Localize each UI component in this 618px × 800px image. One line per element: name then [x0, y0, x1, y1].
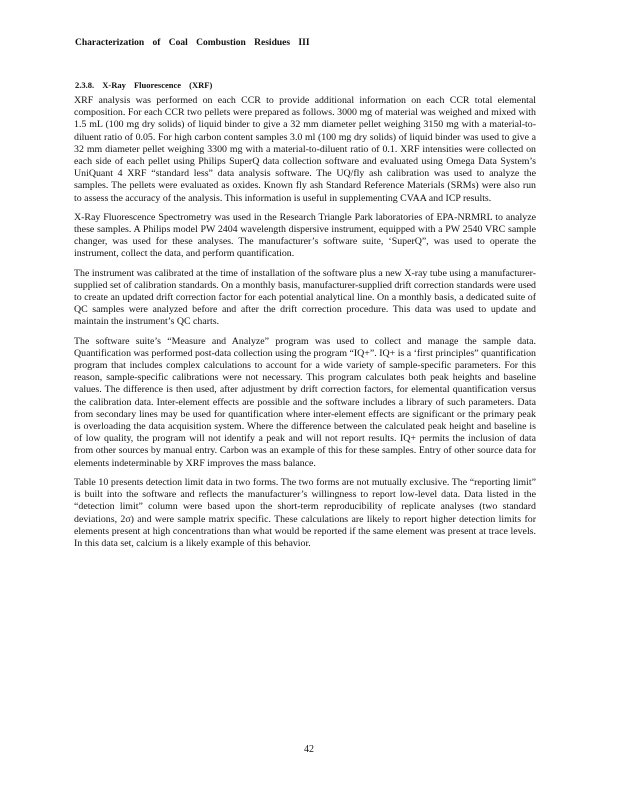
paragraph-xrf-sample-prep: XRF analysis was performed on each CCR to provide additional information on each CCR total elemental composition. For each CCR two pellets were prepared as follows. 3000 mg of material was weighed and mixed with 1.5 mL (100 mg dry solids) of liquid binder to give a 32 mm diameter pellet weighing 3150 mg with a material-to-diluent ratio of 0.05. For high carbon content samples 3.0 ml (100 mg dry solids) of liquid binder was used to give a 32 mm diameter pellet weighing 3300 mg with a material-to-diluent ratio of 0.1. XRF intensities were collected on each side of each pellet using Philips SuperQ data collection software and evaluated using Omega Data System’s UniQuant 4 XRF “standard less” data analysis software. The UQ/fly ash calibration was used to analyze the samples. The pellets were evaluated as oxides. Known fly ash Standard Reference Materials (SRMs) were also run to assess the accuracy of the analysis. This information is useful in supplementing CVAA and ICP results. — [74, 95, 536, 204]
paragraph-instrument: X-Ray Fluorescence Spectrometry was used in the Research Triangle Park laboratories of EPA-NRMRL to analyze these samples. A Philips model PW 2404 wavelength dispersive instrument, equipped with a PW 2540 VRC sample changer, was used for these analyses. The manufacturer’s software suite, ‘SuperQ”, was used to operate the instrument, collect the data, and perform quantification. — [74, 211, 536, 260]
paragraph-software: The software suite’s “Measure and Analyze” program was used to collect and manage the sample data. Quantification was performed post-data collection using the program “IQ+”. IQ+ is a ‘first principles” quantification program that includes complex calculations to account for a wide variety of sample-specific parameters. For this reason, sample-specific calibrations were not necessary. This program calculates both peak heights and baseline values. The difference is then used, after adjustment by drift correction factors, for elemental quantification versus the calibration data. Inter-element effects are possible and the software includes a library of such parameters. Data from secondary lines may be used for quantification where inter-element effects are significant or the primary peak is overloading the data acquisition system. Where the difference between the calculated peak height and baseline is of low quality, the program will not identify a peak and will not report results. IQ+ permits the inclusion of data from other sources by manual entry. Carbon was an example of this for these samples. Entry of other source data for elements indeterminable by XRF improves the mass balance. — [74, 335, 536, 469]
section-heading: 2.3.8. X-Ray Fluorescence (XRF) — [75, 80, 213, 90]
body-text — [74, 95, 536, 557]
page-number: 42 — [304, 744, 314, 755]
paragraph-detection-limits: Table 10 presents detection limit data in two forms. The two forms are not mutually exclusive. The “reporting limit” is built into the software and reflects the manufacturer’s willingness to report low-level data. Data listed in the “detection limit” column were based upon the short-term reproducibility of replicate analyses (two standard deviations, 2σ) and were sample matrix specific. These calculations are likely to report higher detection limits for elements present at high concentrations than what would be reported if the same element was present at trace levels. In this data set, calcium is a likely example of this behavior. — [74, 476, 536, 549]
running-header: Characterization of Coal Combustion Residues III — [75, 38, 310, 48]
paragraph-calibration: The instrument was calibrated at the time of installation of the software plus a new X-ray tube using a manufacturer-supplied set of calibration standards. On a monthly basis, manufacturer-supplied drift correction standards were used to create an updated drift correction factor for each potential analytical line. On a monthly basis, a dedicated suite of QC samples were analyzed before and after the drift correction procedure. This data was used to update and maintain the instrument’s QC charts. — [74, 267, 536, 328]
